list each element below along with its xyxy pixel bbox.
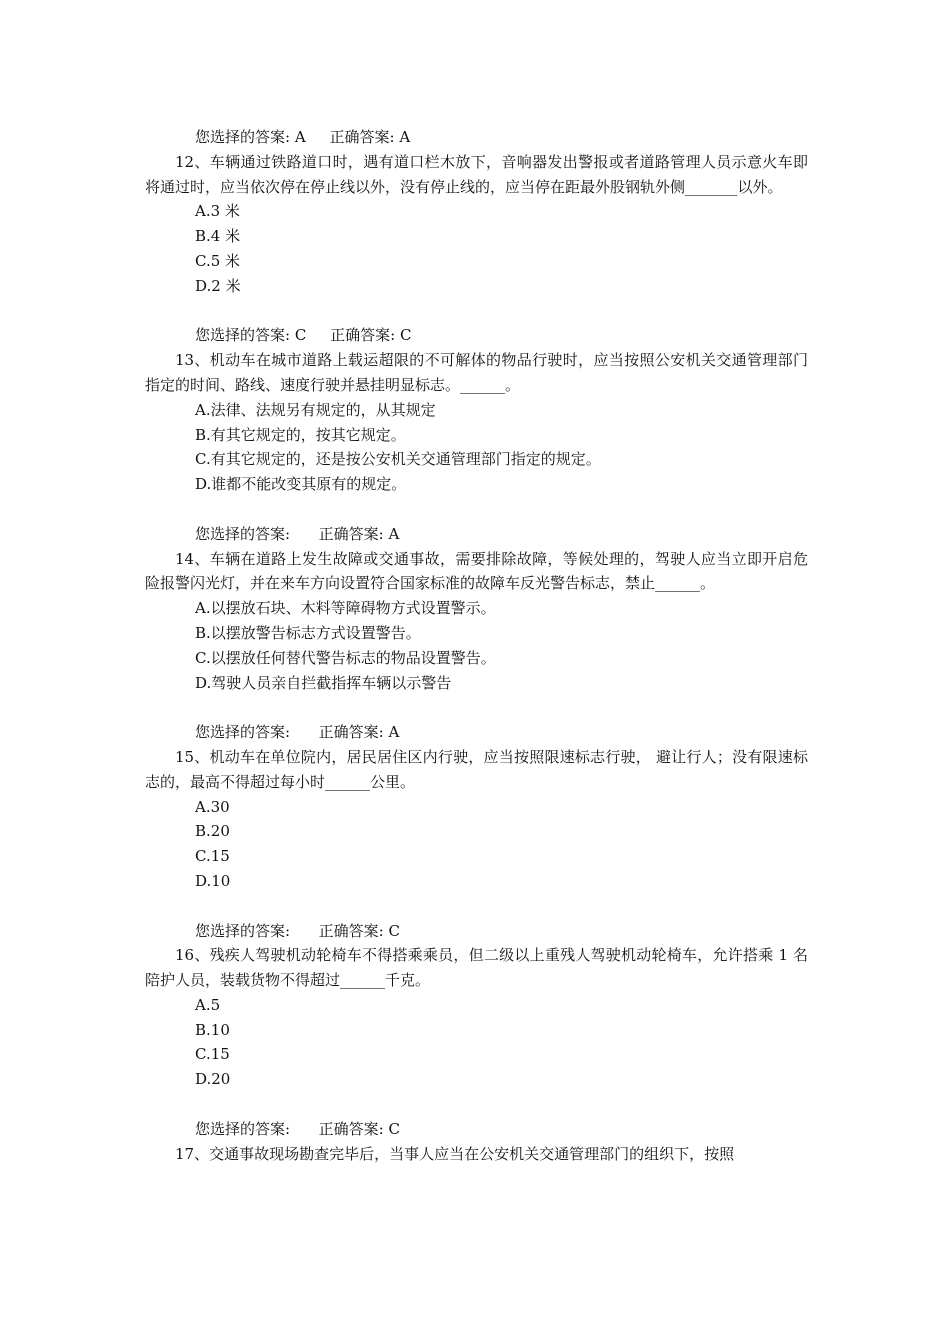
option-q14-d: D.驾驶人员亲自拦截指挥车辆以示警告 <box>195 673 452 692</box>
answer-line-q14: 您选择的答案: 正确答案: A <box>195 723 400 742</box>
option-q16-c: C.15 <box>195 1045 230 1064</box>
question-14: 14、车辆在道路上发生故障或交通事故，需要排除故障，等候处理的，驾驶人应当立即开启危险报警闪光灯，并在来车方向设置符合国家标准的故障车反光警告标志，禁止______。 <box>145 549 808 593</box>
option-q15-c: C.15 <box>195 847 230 866</box>
spacer <box>145 695 808 720</box>
option-q13-b: B.有其它规定的，按其它规定。 <box>195 425 406 444</box>
option-q12-c: C.5 米 <box>195 251 241 270</box>
option-q12-b: B.4 米 <box>195 227 241 246</box>
option-q12-d: D.2 米 <box>195 276 241 295</box>
question-12: 12、车辆通过铁路道口时，遇有道口栏木放下，音响器发出警报或者道路管理人员示意火车即将通过时，应当依次停在停止线以外，没有停止线的，应当停在距最外股钢轨外侧_______以外。 <box>145 152 808 196</box>
question-17: 17、交通事故现场勘查完毕后，当事人应当在公安机关交通管理部门的组织下，按照 <box>175 1144 735 1163</box>
question-13: 13、机动车在城市道路上载运超限的不可解体的物品行驶时，应当按照公安机关交通管理部门指定的时间、路线、速度行驶并悬挂明显标志。______。 <box>145 351 808 394</box>
option-q15-a: A.30 <box>195 797 230 816</box>
option-q16-d: D.20 <box>195 1070 231 1089</box>
option-q13-d: D.谁都不能改变其原有的规定。 <box>195 475 407 494</box>
exam-content <box>145 125 808 1166</box>
option-q15-b: B.20 <box>195 822 230 841</box>
option-q14-a: A.以摆放石块、木料等障碍物方式设置警示。 <box>195 599 496 618</box>
option-q16-a: A.5 <box>195 995 221 1014</box>
spacer <box>145 497 808 522</box>
answer-line-q15: 您选择的答案: 正确答案: C <box>195 921 400 940</box>
spacer <box>145 299 808 324</box>
option-q15-d: D.10 <box>195 871 231 890</box>
option-q14-c: C.以摆放任何替代警告标志的物品设置警告。 <box>195 648 496 667</box>
option-q13-a: A.法律、法规另有规定的，从其规定 <box>195 400 436 419</box>
spacer <box>145 894 808 919</box>
answer-line-q11: 您选择的答案: A 正确答案: A <box>195 128 411 146</box>
spacer <box>145 1092 808 1117</box>
answer-line-q13: 您选择的答案: 正确答案: A <box>195 524 400 543</box>
option-q13-c: C.有其它规定的，还是按公安机关交通管理部门指定的规定。 <box>195 450 601 469</box>
option-q12-a: A.3 米 <box>195 202 240 221</box>
question-16: 16、残疾人驾驶机动轮椅车不得搭乘乘员，但二级以上重残人驾驶机动轮椅车，允许搭乘 1 名陪护人员，装载货物不得超过______千克。 <box>145 946 808 990</box>
answer-line-q16: 您选择的答案: 正确答案: C <box>195 1119 400 1138</box>
option-q14-b: B.以摆放警告标志方式设置警告。 <box>195 623 421 642</box>
question-15: 15、机动车在单位院内，居民居住区内行驶，应当按照限速标志行驶， 避让行人；没有限速标志的，最高不得超过每小时______公里。 <box>145 747 808 791</box>
answer-line-q12: 您选择的答案: C 正确答案: C <box>195 326 412 345</box>
option-q16-b: B.10 <box>195 1020 230 1039</box>
